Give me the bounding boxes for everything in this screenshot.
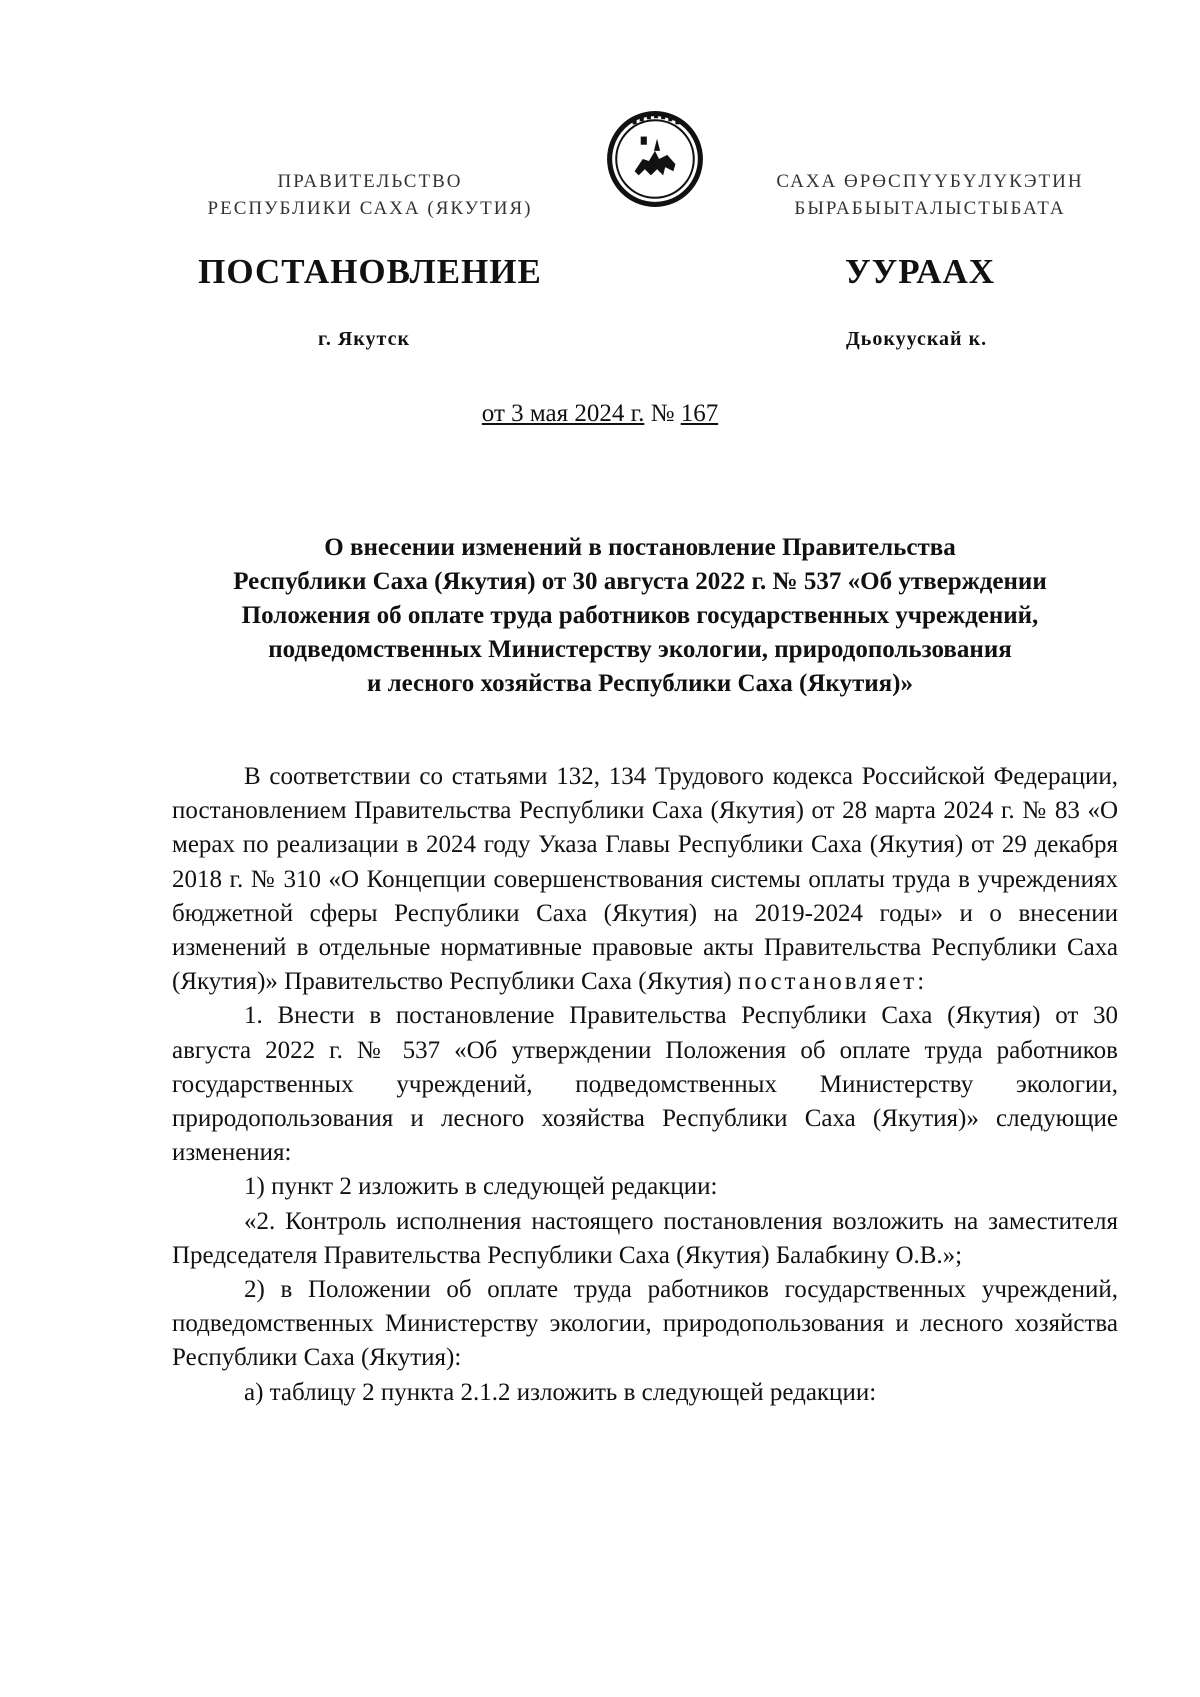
title-line: подведомственных Министерству экологии, природопользования <box>268 636 1012 663</box>
issuer-line-2: РЕСПУБЛИКИ САХА (ЯКУТИЯ) <box>207 198 533 219</box>
doc-type-yakut: УУРААХ <box>844 252 996 291</box>
preamble-text: В соответствии со статьями 132, 134 Трудового кодекса Российской Федерации, постановлением Правительства Республики Саха (Якутия) от 28 марта 2024 г. № 83 «О мерах по реализации в 2024 году Указа Главы Республики Саха (Якутия) от 29 декабря 2018 г. № 310 «О Концепции совершенствования системы оплаты труда в учреждениях бюджетной сферы Республики Саха (Якутия) на 2019-2024 годы» и о внесении изменений в отдельные нормативные правовые акты Правительства Республики Саха (Якутия)» Правительство Республики Саха (Якутия) <box>172 763 1118 996</box>
coat-of-arms-icon <box>604 108 706 210</box>
document-date: от 3 мая 2024 г. <box>481 400 645 427</box>
title-line: Положения об оплате труда работников государственных учреждений, <box>241 602 1039 629</box>
title-line: О внесении изменений в постановление Правительства <box>324 534 956 561</box>
paragraph-item-1: 1. Внести в постановление Правительства Республики Саха (Якутия) от 30 августа 2022 г. № 537 «Об утверждении Положения об оплате труда работников государственных учреждений, подведомственных Министерству экологии, природопользования и лесного хозяйства Республики Саха (Якутия)» следующие изменения: <box>172 1002 1118 1167</box>
paragraph-subitem-1: 1) пункт 2 изложить в следующей редакции: <box>244 1173 718 1201</box>
doc-type-russian: ПОСТАНОВЛЕНИЕ <box>198 252 542 291</box>
issuer-name-yakut <box>720 168 1140 222</box>
document-number: 167 <box>680 400 719 427</box>
paragraph-quote: «2. Контроль исполнения настоящего постановления возложить на заместителя Председателя Правительства Республики Саха (Якутия) Балабкину О.В.»; <box>172 1207 1118 1269</box>
resolves-word: постановляет: <box>737 968 928 996</box>
document-date-number <box>0 400 1200 428</box>
city-russian: г. Якутск <box>318 328 410 350</box>
number-sign: № <box>650 400 675 427</box>
paragraph-subitem-a: а) таблицу 2 пункта 2.1.2 изложить в следующей редакции: <box>244 1378 877 1406</box>
city-yakut: Дьокуускай к. <box>846 328 988 350</box>
document-body <box>172 760 1118 1410</box>
issuer-line-2: БЫРАБЫЫТАЛЫСТЫБАТА <box>794 198 1066 219</box>
paragraph-subitem-2: 2) в Положении об оплате труда работников государственных учреждений, подведомственных Министерству экологии, природопользования и лесного хозяйства Республики Саха (Якутия): <box>172 1276 1118 1372</box>
document-title <box>160 531 1120 701</box>
paragraph-preamble <box>172 760 1118 999</box>
issuer-line-1: ПРАВИТЕЛЬСТВО <box>277 171 463 192</box>
issuer-line-1: САХА ӨРӨСПҮҮБҮЛҮКЭТИН <box>776 171 1084 192</box>
issuer-name-russian <box>160 168 580 222</box>
title-line: и лесного хозяйства Республики Саха (Якутия)» <box>366 670 914 697</box>
title-line: Республики Саха (Якутия) от 30 августа 2022 г. № 537 «Об утверждении <box>233 568 1047 595</box>
